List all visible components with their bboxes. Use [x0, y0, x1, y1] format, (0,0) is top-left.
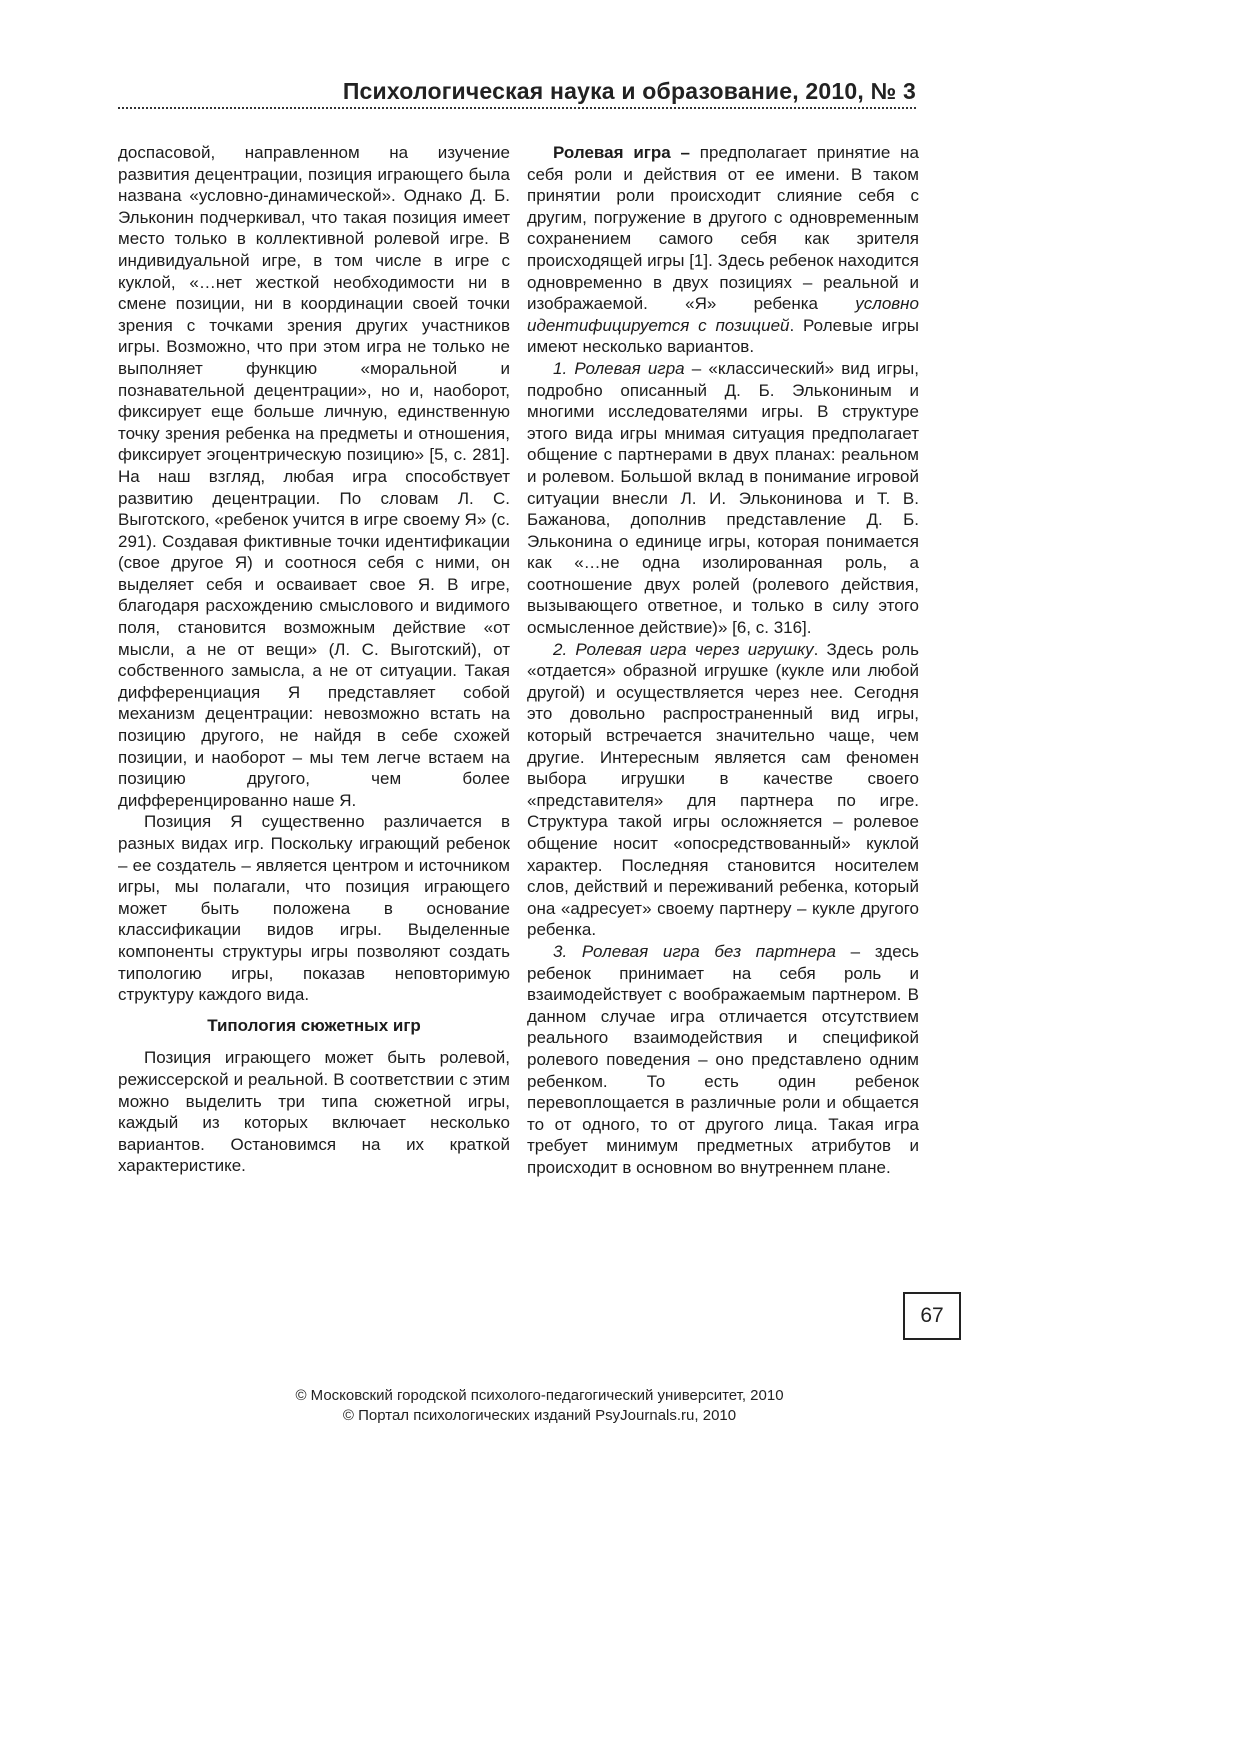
left-paragraph-1: доспасовой, направленном на изучение развития децентрации, позиция играющего была названа «условно-динамической». Однако Д. Б. Эльконин подчеркивал, что такая позиция имеет место только в коллективной ролевой игре. В индивидуальной игре, в том числе в игре с куклой, «…нет жесткой необходимости ни в смене позиции, ни в координации своей точки зрения с точками зрения других участников игры. Возможно, что при этом игра не только не выполняет функцию «моральной и познавательной децентрации», но и, наоборот, фиксирует еще больше личную, единственную точку зрения ребенка на предметы и отношения, фиксирует эгоцентрическую позицию» [5, с. 281]. На наш взгляд, любая игра способствует развитию децентрации. По словам Л. С. Выготского, «ребенок учится в игре своему Я» (с. 291). Создавая фиктивные точки идентификации (свое другое Я) и соотнося себя с ними, он выделяет себя и осваивает свое Я. В игре, благодаря расхождению смыслового и видимого поля, становится возможным действие «от мысли, а не от вещи» (Л. С. Выготский), от собственного замысла, а не от ситуации. Такая дифференциация Я представляет собой механизм децентрации: невозможно встать на позицию другого, не найдя в себе схожей позиции, и наоборот – мы тем легче встаем на позицию другого, чем более дифференцированно наше Я. — [118, 143, 510, 810]
role-play-text-b: . Ролевые игры имеют несколько вариантов. — [527, 315, 919, 357]
right-paragraph-variant-1 — [527, 358, 919, 639]
variant-3-term: 3. Ролевая игра без партнера — [553, 941, 836, 961]
copyright-footer — [118, 1386, 961, 1426]
left-paragraph-3: Позиция играющего может быть ролевой, режиссерской и реальной. В соответствии с этим можно выделить три типа сюжетной игры, каждый из которых включает несколько вариантов. Остановимся на их краткой характеристике. — [118, 1048, 510, 1176]
header-dotted-rule — [118, 107, 916, 109]
copyright-line-2: © Портал психологических изданий PsyJournals.ru, 2010 — [342, 1407, 737, 1424]
role-play-emphasis: условно идентифицируется с позицией — [527, 294, 919, 335]
right-column — [527, 142, 919, 1179]
right-paragraph-role-play — [527, 142, 919, 358]
variant-1-text: – «классический» вид игры, подробно описанный Д. Б. Элькониным и многими исследователями игры. В структуре этого вида игры мнимая ситуация предполагает общение с партнерами в двух планах: реальном и ролевом. Большой вклад в понимание игровой ситуации внесли Л. И. Эльконинова и Т. В. Бажанова, дополнив представление Д. Б. Эльконина о единице игры, которая понимается как «…не одна изолированная роль, а соотношение двух ролей (ролевого действия, вызывающего ответное, и только в силу этого осмысленное действие)» [6, с. 316]. — [527, 358, 919, 638]
variant-2-term: 2. Ролевая игра через игрушку — [553, 639, 814, 659]
left-column — [118, 142, 510, 1177]
variant-2-text: . Здесь роль «отдается» образной игрушке (кукле или любой другой) и осуществляется через нее. Сегодня это довольно распространенный вид игры, который встречается значительно чаще, чем другие. Интересным является сам феномен выбора игрушки в качестве своего «представителя» для партнера по игре. Структура такой игры осложняется – ролевое общение носит «опосредствованный» куклой характер. Последняя становится носителем слов, действий и переживаний ребенка, который она «адресует» своему партнеру – кукле другого ребенка. — [527, 639, 920, 940]
section-subheading: Типология сюжетных игр — [207, 1015, 421, 1035]
copyright-line-1: © Московский городской психолого-педагогический университет, 2010 — [295, 1387, 784, 1404]
right-paragraph-variant-2 — [527, 639, 919, 941]
page-number-box: 67 — [903, 1292, 961, 1340]
left-paragraph-2: Позиция Я существенно различается в разных видах игр. Поскольку играющий ребенок – ее создатель – является центром и источником игры, мы полагали, что позиция играющего может быть положена в основание классификации видов игры. Выделенные компоненты структуры игры позволяют создать типологию игры, показав неповторимую структуру каждого вида. — [118, 812, 510, 1005]
journal-header-title: Психологическая наука и образование, 2010, № 3 — [342, 78, 916, 104]
role-play-text-a: предполагает принятие на себя роли и действия от ее имени. В таком принятии роли происходит слияние себя с другим, погружение в другого с одновременным сохранением самого себя как зрителя происходящей игры [1]. Здесь ребенок находится одновременно в двух позициях – реальной и изображаемой. «Я» ребенка — [527, 143, 919, 314]
variant-1-term: 1. Ролевая игра — [553, 358, 685, 378]
right-paragraph-variant-3 — [527, 941, 919, 1179]
variant-3-text: – здесь ребенок принимает на себя роль и взаимодействует с воображаемым партнером. В данном случае игра отличается отсутствием реального взаимодействия и спецификой ролевого поведения – оно представлено одним ребенком. То есть один ребенок перевоплощается в различные роли и общается то от одного, то от другого лица. Такая игра требует минимум предметных атрибутов и происходит в основном во внутреннем плане. — [527, 941, 920, 1177]
role-play-lead-term: Ролевая игра – — [553, 143, 690, 162]
